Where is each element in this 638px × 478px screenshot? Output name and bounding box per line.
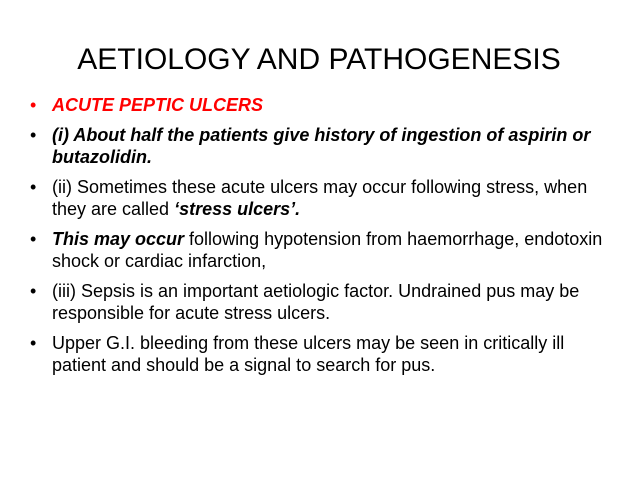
bullet-item-upper-gi-bleeding [30, 332, 610, 376]
bullet-item-sometimes-acute-ulcers [30, 176, 610, 220]
bullet-dot: • [30, 125, 37, 145]
bullet-item-acute-peptic-ulcers [30, 94, 610, 116]
bullet-dot: • [30, 95, 37, 115]
bullet-heading-text: ACUTE PEPTIC ULCERS [52, 95, 264, 115]
bullet-text: following hypotension from haemorrhage, endotoxin shock or cardiac infarction, [52, 229, 603, 271]
bullet-text: Upper G.I. bleeding from these ulcers may be seen in critically ill patient and should be a signal to search for pus. [52, 333, 565, 375]
bullet-item-this-may-occur [30, 228, 610, 272]
bullet-text: (ii) Sometimes these acute ulcers may occur following stress, when they are called [52, 177, 588, 219]
bullet-dot: • [30, 281, 37, 301]
bullet-emphasis-text: This may occur [52, 229, 185, 249]
bullet-dot: • [30, 229, 37, 249]
bullet-text: (i) About half the patients give history of ingestion of aspirin or butazolidin. [52, 125, 591, 167]
slide-title: AETIOLOGY AND PATHOGENESIS [77, 43, 561, 76]
bullet-item-sepsis [30, 280, 610, 324]
bullet-text: (iii) Sepsis is an important aetiologic factor. Undrained pus may be responsible for acute stress ulcers. [52, 281, 580, 323]
bullet-dot: • [30, 333, 37, 353]
bullet-item-about-half [30, 124, 610, 168]
bullet-dot: • [30, 177, 37, 197]
bullet-emphasis-text: ‘stress ulcers’. [174, 199, 301, 219]
bullet-list [30, 94, 610, 384]
